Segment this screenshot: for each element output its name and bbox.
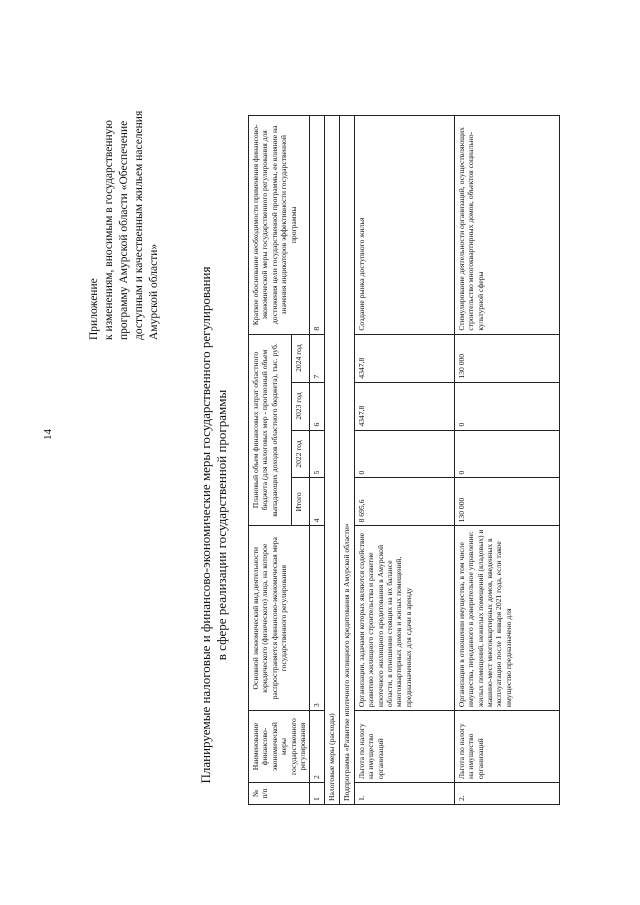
row-2024: 130 000 bbox=[454, 334, 559, 382]
title-line: Планируемые налоговые и финансово-экономические меры государственного регулирования bbox=[198, 266, 213, 784]
table-row bbox=[454, 116, 559, 805]
column-number: 7 bbox=[310, 334, 324, 382]
row-num: 2. bbox=[454, 783, 559, 805]
row-2022: 0 bbox=[454, 430, 559, 478]
column-number: 3 bbox=[310, 526, 324, 711]
appendix-line: к изменениям, вносимым в государственную bbox=[103, 120, 115, 340]
header-num: № п/п bbox=[249, 783, 310, 805]
header-activity: Основной экономический вид деятельности юридического (физического) лица, на которое распространяется финансово-экономическая мера государственного регулирования bbox=[249, 526, 310, 711]
measures-table bbox=[248, 115, 560, 805]
header-name: Наименование финансово-экономической меры государственного регулирования bbox=[249, 711, 310, 783]
appendix-line: программу Амурской области «Обеспечение bbox=[118, 120, 130, 340]
header-2023: 2023 год bbox=[291, 382, 310, 430]
document-title bbox=[198, 245, 230, 805]
row-activity: Организации в отношении имущества, в том числе имущества, переданного в доверительное управление: жилых помещений, нежилых помещений (кладовых) и машино-мест многоквартирных домов, введенных в эксплуатацию после 1 января 2021 года, если такое имущество предназначено для bbox=[454, 526, 559, 711]
title-line: в сфере реализации государственной программы bbox=[214, 389, 229, 661]
row-2023: 0 bbox=[454, 382, 559, 430]
appendix-block bbox=[87, 45, 162, 340]
row-justification: Создание рынка доступного жилья bbox=[354, 116, 454, 335]
row-num: 1. bbox=[354, 783, 454, 805]
column-number: 6 bbox=[310, 382, 324, 430]
row-2023: 4347,8 bbox=[354, 382, 454, 430]
row-name: Льгота по налогу на имущество организаций bbox=[354, 711, 454, 783]
column-number-row bbox=[310, 116, 324, 805]
row-total: 8 695,6 bbox=[354, 478, 454, 526]
appendix-line: Приложение bbox=[88, 278, 100, 340]
appendix-line: доступным и качественным жильем населения bbox=[133, 110, 145, 340]
row-2022: 0 bbox=[354, 430, 454, 478]
section-row bbox=[324, 116, 339, 805]
header-plan: Плановый объем финансовых затрат областного бюджета (для налоговых мер - прогнозный объем выпадающих доходов областного бюджета), тыс. руб. bbox=[249, 334, 292, 526]
header-2024: 2024 год bbox=[291, 334, 310, 382]
header-2022: 2022 год bbox=[291, 430, 310, 478]
header-justification: Краткое обоснование необходимости применения финансово-экономической меры государственного регулирования для достижения цели государственной программы, ее влияние на значения индикаторов эффективности государственной программы bbox=[249, 116, 310, 335]
appendix-line: Амурской области» bbox=[148, 243, 160, 340]
subprogram-row bbox=[339, 116, 354, 805]
column-number: 1 bbox=[310, 783, 324, 805]
column-number: 2 bbox=[310, 711, 324, 783]
header-total: Итого bbox=[291, 478, 310, 526]
column-number: 8 bbox=[310, 116, 324, 335]
row-name: Льгота по налогу на имущество организаций bbox=[454, 711, 559, 783]
section-title: Налоговые меры (расходы) bbox=[324, 116, 339, 805]
table-row bbox=[354, 116, 454, 805]
page-number: 14 bbox=[42, 429, 54, 440]
column-number: 4 bbox=[310, 478, 324, 526]
subprogram-title: Подпрограмма «Развитие ипотечного жилищного кредитования в Амурской области» bbox=[339, 116, 354, 805]
row-justification: Стимулирование деятельности организаций, осуществляющих строительство многоквартирных домов, объектов социально-культурной сферы bbox=[454, 116, 559, 335]
row-total: 130 000 bbox=[454, 478, 559, 526]
header-row bbox=[249, 116, 292, 805]
column-number: 5 bbox=[310, 430, 324, 478]
row-2024: 4347,8 bbox=[354, 334, 454, 382]
row-activity: Организации, задачами которых являются содействие развитию жилищного строительства и развитие ипотечного жилищного кредитования в Амурской области, в отношении стоящих на их балансе многоквартирных домов и жилых помещений, предназначенных для сдачи в аренду bbox=[354, 526, 454, 711]
